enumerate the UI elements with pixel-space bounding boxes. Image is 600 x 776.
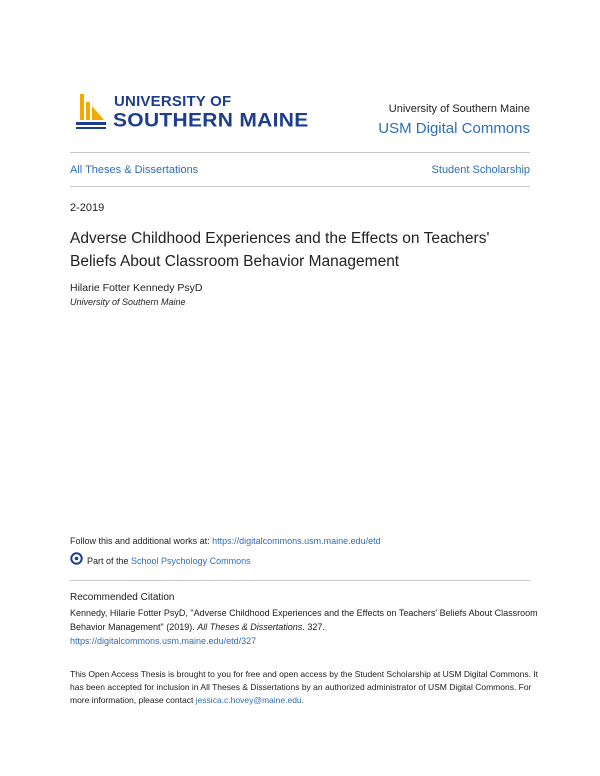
- author-affiliation: University of Southern Maine: [70, 297, 186, 307]
- divider: [70, 152, 530, 153]
- follow-prefix: Follow this and additional works at:: [70, 536, 213, 546]
- citation-number: . 327.: [302, 622, 325, 632]
- citation-text: [70, 606, 540, 648]
- note-end: .: [301, 695, 305, 705]
- logo-text-line1: UNIVERSITY OF: [114, 93, 232, 110]
- part-of-line: [87, 556, 251, 566]
- network-icon: [70, 552, 83, 565]
- citation-series: All Theses & Dissertations: [197, 622, 303, 632]
- part-of-prefix: Part of the: [87, 556, 132, 566]
- citation-body: Kennedy, Hilarie Fotter PsyD, "Adverse Childhood Experiences and the Effects on Teachers' Beliefs About Classroom Behavior Management" (2019).: [70, 608, 538, 632]
- citation-url-link[interactable]: https://digitalcommons.usm.maine.edu/etd/327: [70, 636, 257, 646]
- university-logo-icon: [76, 92, 106, 132]
- repository-link[interactable]: USM Digital Commons: [378, 120, 530, 137]
- follow-url-link[interactable]: https://digitalcommons.usm.maine.edu/etd: [212, 536, 381, 546]
- author-name: Hilarie Fotter Kennedy PsyD: [70, 282, 203, 294]
- open-access-note: [70, 668, 540, 707]
- follow-line: [70, 536, 381, 546]
- divider: [70, 186, 530, 187]
- divider: [70, 580, 530, 581]
- institution-name: University of Southern Maine: [388, 103, 530, 115]
- citation-heading: Recommended Citation: [70, 592, 175, 603]
- student-scholarship-link[interactable]: Student Scholarship: [431, 164, 530, 176]
- contact-email-link[interactable]: jessica.c.hovey@maine.edu: [195, 695, 302, 705]
- all-theses-link[interactable]: All Theses & Dissertations: [70, 164, 199, 176]
- logo-text-line2: SOUTHERN MAINE: [113, 110, 309, 132]
- publication-date: 2-2019: [70, 202, 105, 214]
- paper-title: Adverse Childhood Experiences and the Effects on Teachers' Beliefs About Classroom Behavior Management: [70, 230, 490, 270]
- school-psychology-commons-link[interactable]: School Psychology Commons: [131, 556, 251, 566]
- open-access-text: This Open Access Thesis is brought to you for free and open access by the Student Scholarship at USM Digital Commons. It has been accepted for inclusion in All Theses & Dissertations by an authorized administrator of USM Digital Commons. For more information, please contact: [70, 669, 539, 705]
